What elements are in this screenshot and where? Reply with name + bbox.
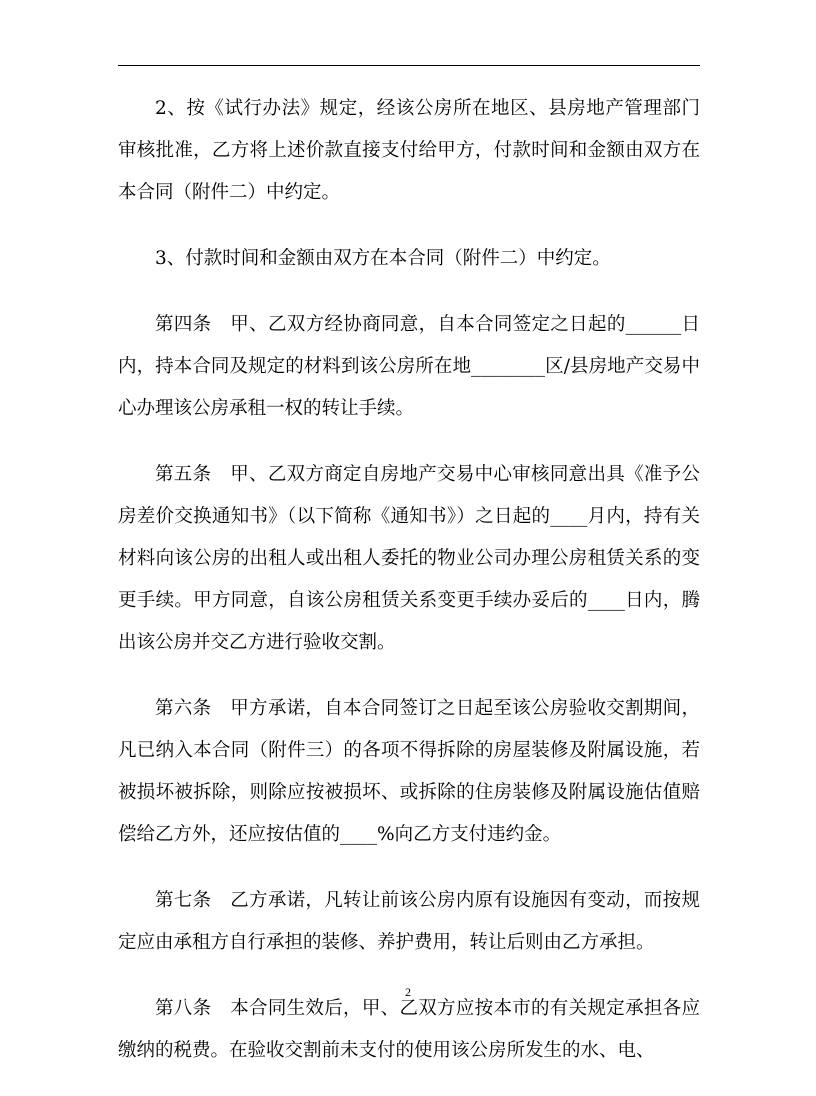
paragraph-payment-terms: 3、付款时间和金额由双方在本合同（附件二）中约定。	[155, 248, 611, 269]
paragraph-article-8: 第八条 本合同生效后，甲、乙双方应按本市的有关规定承担各应缴纳的税费。在验收交割前未支付的使用该公房所发生的水、电、	[118, 998, 700, 1061]
header-rule	[118, 65, 700, 66]
document-body	[118, 88, 700, 1096]
paragraph-article-4: 第四条 甲、乙双方经协商同意，自本合同签定之日起的______日内，持本合同及规定的材料到该公房所在地________区/县房地产交易中心办理该公房承租一权的转让手续。	[118, 314, 700, 419]
paragraph-article-5: 第五条 甲、乙双方商定自房地产交易中心审核同意出具《准予公房差价交换通知书》（以下简称《通知书》）之日起的____月内，持有关材料向该公房的出租人或出租人委托的物业公司办理公房租赁关系的变更手续。甲方同意，自该公房租赁关系变更手续办妥后的____日内，腾出该公房并交乙方进行验收交割。	[118, 464, 700, 653]
paragraph-payment-approval: 2、按《试行办法》规定，经该公房所在地区、县房地产管理部门审核批准，乙方将上述价款直接支付给甲方，付款时间和金额由双方在本合同（附件二）中约定。	[118, 98, 700, 203]
page-number: 2	[405, 985, 411, 999]
paragraph-article-6: 第六条 甲方承诺，自本合同签订之日起至该公房验收交割期间，凡已纳入本合同（附件三）的各项不得拆除的房屋装修及附属设施，若被损坏被拆除，则除应按被损坏、或拆除的住房装修及附属设施估值赔偿给乙方外，还应按估值的____%向乙方支付违约金。	[118, 698, 700, 845]
paragraph-article-7: 第七条 乙方承诺，凡转让前该公房内原有设施因有变动，而按规定应由承租方自行承担的装修、养护费用，转让后则由乙方承担。	[118, 890, 700, 953]
